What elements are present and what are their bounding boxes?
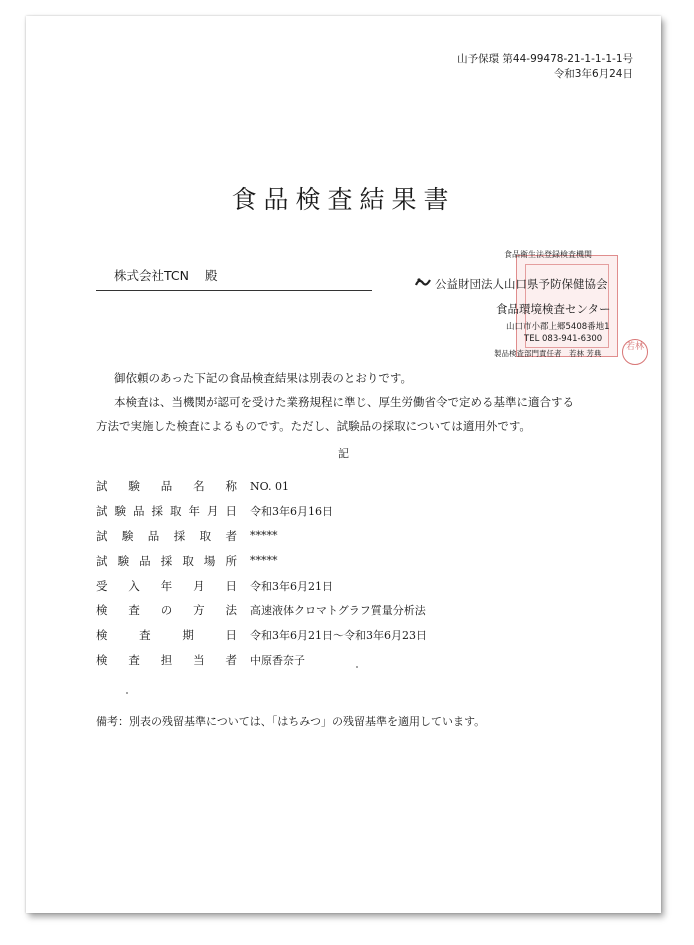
table-row xyxy=(96,474,427,499)
item-value: 高速液体クロマトグラフ質量分析法 xyxy=(250,604,426,618)
issuer-organization-name: 公益財団法人山口県予防保健協会 xyxy=(435,277,608,291)
recipient-name: 株式会社TCN xyxy=(114,268,189,283)
personal-seal: 若林 xyxy=(622,339,648,365)
item-value: ***** xyxy=(250,554,278,568)
issue-date: 令和3年6月24日 xyxy=(553,68,633,80)
speck xyxy=(126,692,128,694)
table-row xyxy=(96,623,427,648)
issuer-address: 山口市小郡上郷5408番地1 xyxy=(506,322,610,332)
item-label: 検査期日 xyxy=(96,628,238,643)
item-label: 検査担当者 xyxy=(96,652,238,667)
item-label: 検査の方法 xyxy=(96,603,238,618)
table-row xyxy=(96,648,427,673)
body-paragraph-1: 御依頼のあった下記の食品検査結果は別表のとおりです。 xyxy=(114,371,412,385)
document-page xyxy=(26,16,661,913)
item-value: 令和3年6月21日～令和3年6月23日 xyxy=(250,629,427,643)
table-row xyxy=(96,524,427,549)
document-title: 食品検査結果書 xyxy=(231,185,456,214)
item-label: 試験品採取場所 xyxy=(96,553,238,568)
item-label: 試験品採取年月日 xyxy=(96,504,238,519)
item-value: 中原香奈子 xyxy=(250,653,305,667)
document-header xyxy=(457,52,633,82)
issuer-center: 食品環境検査センター xyxy=(496,302,611,316)
item-label: 試験品採取者 xyxy=(96,528,238,543)
recipient-honorific: 殿 xyxy=(204,268,218,283)
issuer-responsible: 製品検査部門責任者 若林 芳典 xyxy=(494,349,602,358)
item-value: 令和3年6月21日 xyxy=(250,579,333,593)
table-row xyxy=(96,598,427,623)
item-label: 受入年月日 xyxy=(96,578,238,593)
document-number: 山予保環 第44-99478-21-1-1-1-1号 xyxy=(457,53,633,65)
organization-logo-icon xyxy=(414,276,432,290)
remarks-note: 備考：別表の残留基準については、「はちみつ」の残留基準を適用しています。 xyxy=(96,715,486,728)
item-value: 令和3年6月16日 xyxy=(250,505,333,519)
body-paragraph-2-line-2: 方法で実施した検査によるものです。ただし、試験品の採取については適用外です。 xyxy=(96,419,531,433)
table-row xyxy=(96,548,427,573)
issuer-registration: 食品衛生法登録検査機関 xyxy=(504,250,592,259)
body-text xyxy=(96,366,574,438)
recipient xyxy=(96,266,372,291)
issuer-organization xyxy=(414,276,608,292)
table-row xyxy=(96,499,427,524)
ki-heading: 記 xyxy=(338,447,349,460)
item-value: ***** xyxy=(250,529,278,543)
items-table xyxy=(96,474,427,672)
speck xyxy=(356,666,358,668)
table-row xyxy=(96,573,427,598)
body-paragraph-2-line-1: 本検査は、当機関が認可を受けた業務規程に準じ、厚生労働省令で定める基準に適合する xyxy=(114,395,574,409)
issuer-tel: TEL 083-941-6300 xyxy=(524,334,603,344)
item-value: NO. 01 xyxy=(250,479,289,493)
item-label: 試験品名称 xyxy=(96,479,238,494)
